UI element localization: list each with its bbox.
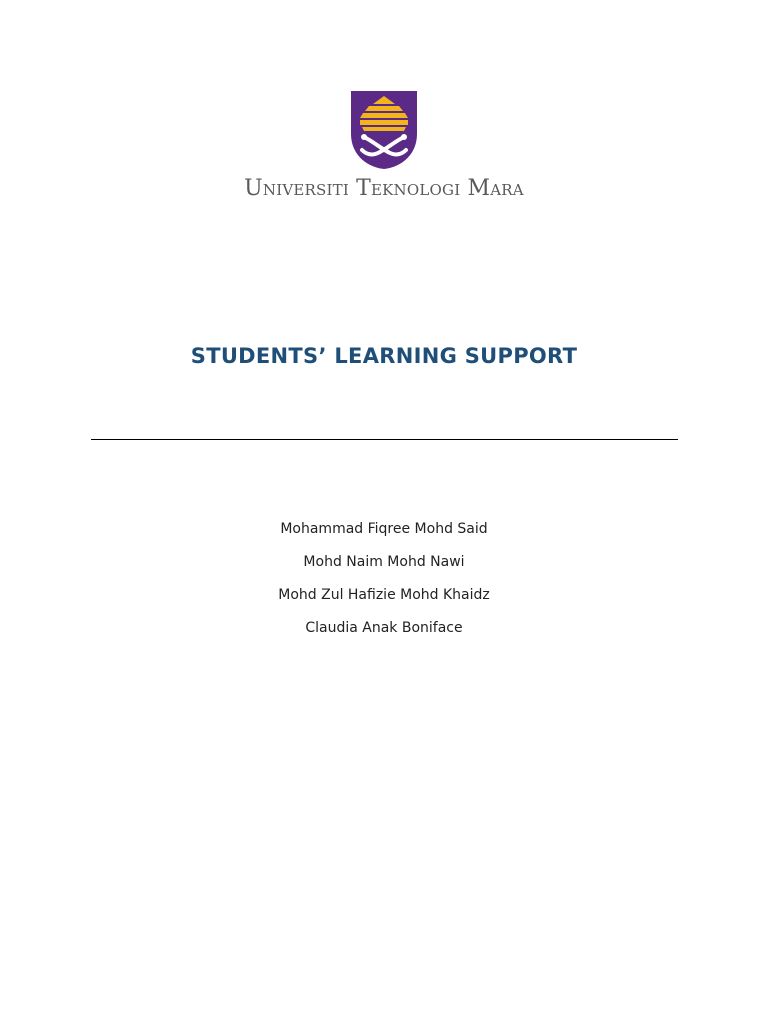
author-list (0, 513, 768, 645)
university-crest-icon (350, 90, 418, 170)
author-name: Claudia Anak Boniface (305, 620, 463, 636)
document-title: STUDENTS’ LEARNING SUPPORT (190, 344, 578, 368)
author-name: Mohd Naim Mohd Nawi (303, 554, 465, 570)
author-name: Mohammad Fiqree Mohd Said (280, 521, 488, 537)
author-name: Mohd Zul Hafizie Mohd Khaidz (278, 587, 490, 603)
title-divider (91, 439, 678, 440)
university-name: Universiti Teknologi Mara (244, 176, 524, 201)
